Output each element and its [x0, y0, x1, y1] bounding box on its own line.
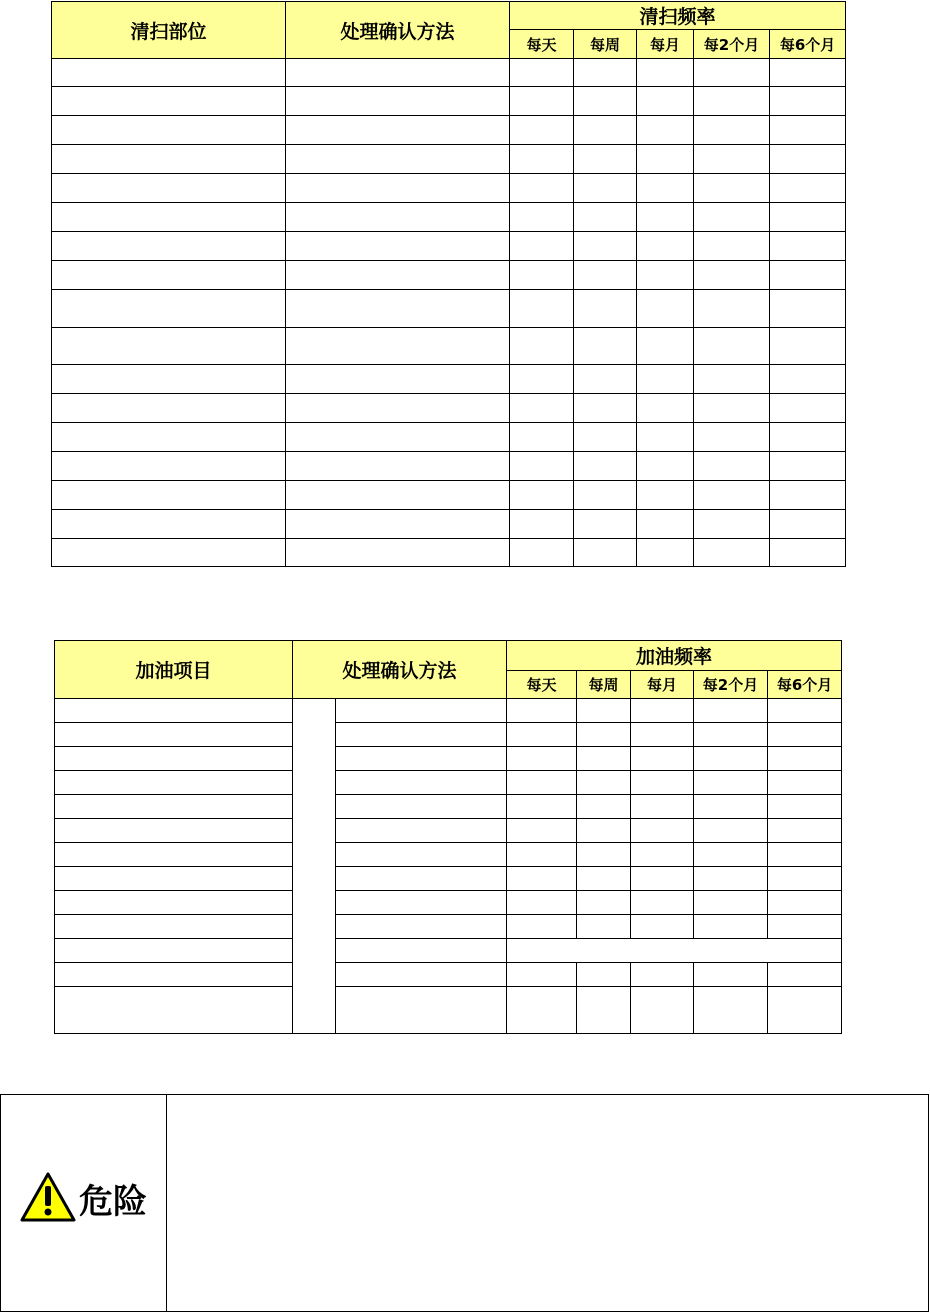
cleaning-table [51, 1, 846, 567]
table-cell [336, 795, 507, 819]
table-cell [637, 394, 694, 423]
table-cell [52, 452, 286, 481]
warning-triangle-icon [19, 1171, 77, 1223]
table-row [52, 328, 846, 365]
table-cell [55, 891, 293, 915]
table-cell [55, 771, 293, 795]
table-row [55, 699, 842, 723]
table-cell [770, 539, 846, 567]
table-row [55, 987, 842, 1034]
table-cell [52, 328, 286, 365]
table-cell [336, 939, 507, 963]
table-row [55, 867, 842, 891]
table-cell [510, 145, 574, 174]
table-cell [768, 795, 842, 819]
table-cell [507, 843, 577, 867]
table-cell [286, 423, 510, 452]
table-cell [574, 328, 637, 365]
table-row [55, 963, 842, 987]
table-cell [637, 59, 694, 87]
danger-label [19, 1171, 147, 1223]
table-cell [52, 174, 286, 203]
table-cell [768, 987, 842, 1034]
table-cell [55, 699, 293, 723]
table-cell [577, 747, 631, 771]
table-cell [507, 771, 577, 795]
table-cell [510, 87, 574, 116]
table-cell [510, 452, 574, 481]
table-row [55, 939, 842, 963]
table-cell [55, 795, 293, 819]
table-cell [631, 843, 694, 867]
table-cell [694, 203, 770, 232]
table-cell [336, 867, 507, 891]
table-cell [770, 232, 846, 261]
header-freq-daily: 每天 [510, 30, 574, 59]
table-row [52, 423, 846, 452]
table-cell [770, 174, 846, 203]
table-cell [55, 723, 293, 747]
table-cell [574, 539, 637, 567]
table-cell [694, 365, 770, 394]
header-freq-weekly: 每周 [577, 671, 631, 699]
table-cell [694, 59, 770, 87]
table-cell [768, 867, 842, 891]
table-cell [770, 394, 846, 423]
table-row [55, 915, 842, 939]
table-cell [694, 987, 768, 1034]
table-cell [577, 819, 631, 843]
table-cell [52, 59, 286, 87]
table-row [52, 116, 846, 145]
header-freq-bimonthly: 每2个月 [694, 671, 768, 699]
table-cell [52, 261, 286, 290]
table-cell [768, 819, 842, 843]
table-cell [631, 987, 694, 1034]
table-cell [574, 423, 637, 452]
table-cell [694, 481, 770, 510]
table-cell [631, 723, 694, 747]
table-cell [336, 747, 507, 771]
table-cell [577, 795, 631, 819]
table-cell [768, 699, 842, 723]
table-cell [768, 771, 842, 795]
table-cell [694, 915, 768, 939]
table-cell [694, 174, 770, 203]
table-cell [694, 747, 768, 771]
table-cell [510, 481, 574, 510]
table-row [55, 771, 842, 795]
table-cell [286, 174, 510, 203]
table-cell [694, 116, 770, 145]
table-cell [694, 290, 770, 328]
table-cell [577, 891, 631, 915]
table-cell [507, 723, 577, 747]
table-cell [52, 423, 286, 452]
table-cell [770, 328, 846, 365]
table-cell [286, 232, 510, 261]
table-cell [577, 699, 631, 723]
table-cell [574, 394, 637, 423]
table-cell [637, 145, 694, 174]
table-cell [637, 203, 694, 232]
table-row [52, 174, 846, 203]
table-cell [637, 261, 694, 290]
table-cell [510, 232, 574, 261]
table-cell [577, 867, 631, 891]
header-freq-bimonthly: 每2个月 [694, 30, 770, 59]
table-cell [577, 987, 631, 1034]
table-cell [286, 394, 510, 423]
table-cell [510, 539, 574, 567]
table-cell [510, 365, 574, 394]
table-cell [507, 819, 577, 843]
header-oiling-item: 加油项目 [55, 641, 293, 699]
oiling-table [54, 640, 842, 1034]
table-row [52, 203, 846, 232]
table-cell [637, 116, 694, 145]
table-cell [336, 819, 507, 843]
table-cell [694, 891, 768, 915]
header-method: 处理确认方法 [286, 2, 510, 59]
table-row [52, 290, 846, 328]
table-cell [336, 891, 507, 915]
table-cell [336, 771, 507, 795]
header-cleaning-part: 清扫部位 [52, 2, 286, 59]
table-cell [768, 747, 842, 771]
table-cell [631, 867, 694, 891]
table-cell [631, 891, 694, 915]
table-cell [52, 87, 286, 116]
table-cell [55, 747, 293, 771]
table-row [52, 87, 846, 116]
header-cleaning-frequency: 清扫频率 [510, 2, 846, 30]
table-cell [574, 365, 637, 394]
table-row [55, 819, 842, 843]
table-cell [286, 510, 510, 539]
table-cell [694, 394, 770, 423]
header-freq-semiannual: 每6个月 [770, 30, 846, 59]
table-row [52, 145, 846, 174]
table-cell [768, 891, 842, 915]
table-cell [574, 203, 637, 232]
table-cell [694, 328, 770, 365]
table-cell [336, 915, 507, 939]
table-cell [574, 174, 637, 203]
table-cell [768, 915, 842, 939]
table-cell [336, 987, 507, 1034]
table-cell [768, 723, 842, 747]
divider [166, 1095, 167, 1311]
table-cell [507, 963, 577, 987]
table-cell [770, 203, 846, 232]
table-cell [577, 771, 631, 795]
table-cell [694, 423, 770, 452]
table-cell [507, 699, 577, 723]
table-cell [286, 116, 510, 145]
table-cell [637, 328, 694, 365]
table-cell [768, 963, 842, 987]
table-cell [694, 539, 770, 567]
table-cell [286, 261, 510, 290]
table-cell [577, 963, 631, 987]
table-cell [577, 915, 631, 939]
table-cell [510, 59, 574, 87]
table-cell [768, 843, 842, 867]
header-freq-weekly: 每周 [574, 30, 637, 59]
table-cell [694, 261, 770, 290]
table-cell [510, 261, 574, 290]
table-cell [55, 939, 293, 963]
table-cell [286, 481, 510, 510]
table-cell [637, 87, 694, 116]
table-cell [286, 365, 510, 394]
table-cell [770, 261, 846, 290]
table-cell [694, 771, 768, 795]
header-freq-monthly: 每月 [637, 30, 694, 59]
table-cell [694, 145, 770, 174]
table-cell [631, 819, 694, 843]
table-cell [507, 795, 577, 819]
table-row [55, 723, 842, 747]
table-cell [637, 232, 694, 261]
table-cell [510, 394, 574, 423]
table-cell [507, 939, 842, 963]
table-cell [574, 261, 637, 290]
table-cell [510, 174, 574, 203]
table-row [52, 261, 846, 290]
table-cell [694, 87, 770, 116]
table-cell [770, 87, 846, 116]
table-cell [52, 394, 286, 423]
table-cell [770, 481, 846, 510]
table-cell [694, 867, 768, 891]
table-cell [631, 699, 694, 723]
table-cell [637, 539, 694, 567]
table-cell [55, 987, 293, 1034]
table-row [52, 365, 846, 394]
table-cell [52, 290, 286, 328]
table-cell [286, 290, 510, 328]
table-cell [770, 423, 846, 452]
table-row [52, 510, 846, 539]
table-cell [286, 203, 510, 232]
table-cell [286, 539, 510, 567]
table-cell [694, 795, 768, 819]
table-cell [631, 771, 694, 795]
header-method: 处理确认方法 [293, 641, 507, 699]
table-cell [637, 423, 694, 452]
table-cell [55, 843, 293, 867]
table-cell [507, 891, 577, 915]
table-cell [574, 481, 637, 510]
table-cell [52, 203, 286, 232]
table-cell [631, 963, 694, 987]
table-row [52, 394, 846, 423]
table-cell [694, 723, 768, 747]
table-cell [574, 145, 637, 174]
table-row [55, 795, 842, 819]
table-cell [637, 510, 694, 539]
table-cell [286, 452, 510, 481]
table-cell [507, 747, 577, 771]
table-cell [770, 290, 846, 328]
table-cell [577, 843, 631, 867]
table-cell [336, 963, 507, 987]
table-cell [770, 365, 846, 394]
table-cell [637, 365, 694, 394]
table-cell [507, 867, 577, 891]
table-cell [574, 510, 637, 539]
table-cell [574, 116, 637, 145]
table-cell [574, 290, 637, 328]
table-cell [637, 290, 694, 328]
table-cell [510, 290, 574, 328]
table-cell [574, 232, 637, 261]
table-cell [55, 819, 293, 843]
table-cell [770, 145, 846, 174]
table-cell [574, 59, 637, 87]
table-cell [336, 723, 507, 747]
table-cell [510, 423, 574, 452]
table-cell [631, 747, 694, 771]
table-cell [52, 510, 286, 539]
table-cell [694, 819, 768, 843]
table-cell [637, 174, 694, 203]
table-cell [637, 452, 694, 481]
table-cell [631, 795, 694, 819]
table-cell [293, 699, 336, 1034]
table-row [55, 747, 842, 771]
table-row [52, 539, 846, 567]
table-cell [52, 365, 286, 394]
table-cell [770, 510, 846, 539]
table-cell [286, 328, 510, 365]
table-cell [574, 452, 637, 481]
table-cell [507, 915, 577, 939]
header-freq-semiannual: 每6个月 [768, 671, 842, 699]
table-cell [631, 915, 694, 939]
table-cell [770, 116, 846, 145]
table-row [52, 232, 846, 261]
table-cell [694, 699, 768, 723]
table-cell [286, 145, 510, 174]
danger-text: 危险 [79, 1182, 147, 1222]
header-freq-daily: 每天 [507, 671, 577, 699]
header-freq-monthly: 每月 [631, 671, 694, 699]
table-cell [52, 232, 286, 261]
table-cell [52, 145, 286, 174]
table-cell [574, 87, 637, 116]
table-cell [52, 116, 286, 145]
header-oiling-frequency: 加油频率 [507, 641, 842, 671]
table-cell [510, 116, 574, 145]
table-cell [770, 59, 846, 87]
table-cell [507, 987, 577, 1034]
table-cell [770, 452, 846, 481]
table-cell [52, 539, 286, 567]
table-cell [510, 328, 574, 365]
table-cell [694, 843, 768, 867]
table-row [55, 843, 842, 867]
table-cell [694, 232, 770, 261]
table-row [52, 452, 846, 481]
table-cell [52, 481, 286, 510]
table-row [55, 891, 842, 915]
danger-warning-box [0, 1094, 929, 1312]
table-cell [55, 867, 293, 891]
table-cell [55, 915, 293, 939]
table-cell [286, 87, 510, 116]
table-cell [336, 843, 507, 867]
table-row [52, 481, 846, 510]
table-cell [694, 963, 768, 987]
table-cell [336, 699, 507, 723]
table-row [52, 59, 846, 87]
table-cell [637, 481, 694, 510]
table-cell [694, 510, 770, 539]
table-cell [694, 452, 770, 481]
table-cell [55, 963, 293, 987]
table-cell [510, 510, 574, 539]
table-cell [577, 723, 631, 747]
table-cell [286, 59, 510, 87]
table-cell [510, 203, 574, 232]
